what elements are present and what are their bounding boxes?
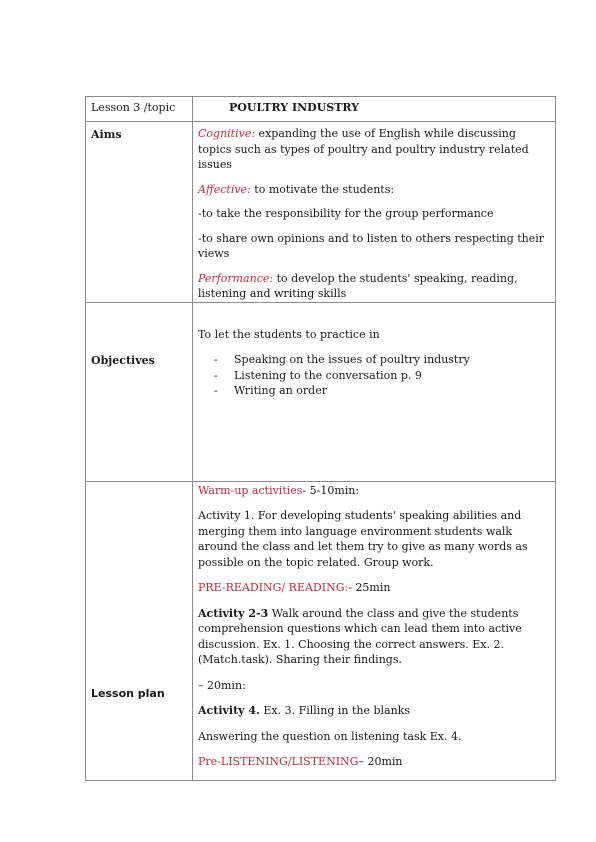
listening-label: Pre-LISTENING/LISTENING: [198, 755, 359, 768]
warmup-line: [198, 483, 550, 499]
aims-affective-item-1: -to take the responsibility for the group performance: [198, 207, 494, 220]
cognitive-text: expanding the use of English while discussing topics such as types of poultry and poultry industry related issues: [198, 127, 529, 171]
table-row-header: [86, 97, 556, 122]
activity-2-3-text: Walk around the class and give the students comprehension questions which can lead them into active discussion. Ex. 1. Choosing the correct answers. Ex. 2. (Match.task). Sharing their findings.: [198, 606, 522, 666]
list-item: - Writing an order: [198, 383, 550, 399]
time-20-line: – 20min:: [198, 678, 246, 692]
aims-content-cell: [193, 122, 556, 303]
activity-4-label: Activity 4.: [198, 704, 260, 717]
cognitive-label: Cognitive:: [198, 127, 256, 140]
topic-title: POULTRY INDUSTRY: [229, 101, 360, 114]
listening-line: [198, 754, 550, 770]
aims-performance: [198, 271, 550, 302]
objectives-content-cell: [193, 302, 556, 481]
topic-title-cell: [193, 97, 556, 122]
reading-time: - 25min: [348, 581, 391, 594]
lesson-label-cell: [86, 97, 193, 122]
objectives-list: [198, 352, 550, 399]
lesson-plan-label: Lesson plan: [91, 686, 165, 700]
objectives-intro: To let the students to practice in: [198, 327, 380, 341]
lesson-plan-label-cell: [86, 481, 193, 780]
aims-affective-item-2: -to share own opinions and to listen to others respecting their views: [198, 231, 545, 260]
affective-label: Affective:: [198, 182, 251, 196]
reading-label: PRE-READING/ READING:: [198, 581, 349, 594]
objectives-label-cell: [86, 302, 193, 481]
warmup-label: Warm-up activities: [198, 483, 303, 497]
performance-label: Performance:: [198, 271, 274, 285]
table-row-objectives: [86, 302, 556, 481]
lesson-label: Lesson 3 /topic: [91, 101, 176, 114]
aims-label-cell: [86, 122, 193, 303]
list-item: - Speaking on the issues of poultry industry: [198, 352, 550, 368]
list-item: - Listening to the conversation p. 9: [198, 368, 550, 384]
listening-time: – 20min: [358, 755, 403, 768]
performance-text: to develop the students' speaking, reading, listening and writing skills: [198, 271, 518, 300]
answering-line: Answering the question on listening task Ex. 4.: [198, 729, 462, 743]
objectives-label: Objectives: [91, 353, 155, 367]
activity-4: [198, 703, 550, 719]
warmup-time: - 5-10min:: [302, 483, 360, 497]
activity-1: Activity 1. For developing students' speaking abilities and merging them into language environment students walk around the class and let them try to give as many words as possible on the topic related. Group work.: [198, 509, 528, 569]
aims-label: Aims: [91, 128, 122, 141]
aims-cognitive: [198, 126, 550, 173]
reading-line: [198, 580, 550, 596]
activity-2-3-label: Activity 2-3: [198, 606, 269, 620]
lesson-plan-content-cell: [193, 481, 556, 780]
lesson-plan-table: [85, 96, 556, 781]
aims-affective: [198, 182, 550, 198]
activity-2-3: [198, 606, 550, 668]
activity-4-text: Ex. 3. Filling in the blanks: [259, 704, 411, 717]
affective-text: to motivate the students:: [250, 182, 395, 196]
table-row-aims: [86, 122, 556, 303]
table-row-lesson-plan: [86, 481, 556, 780]
